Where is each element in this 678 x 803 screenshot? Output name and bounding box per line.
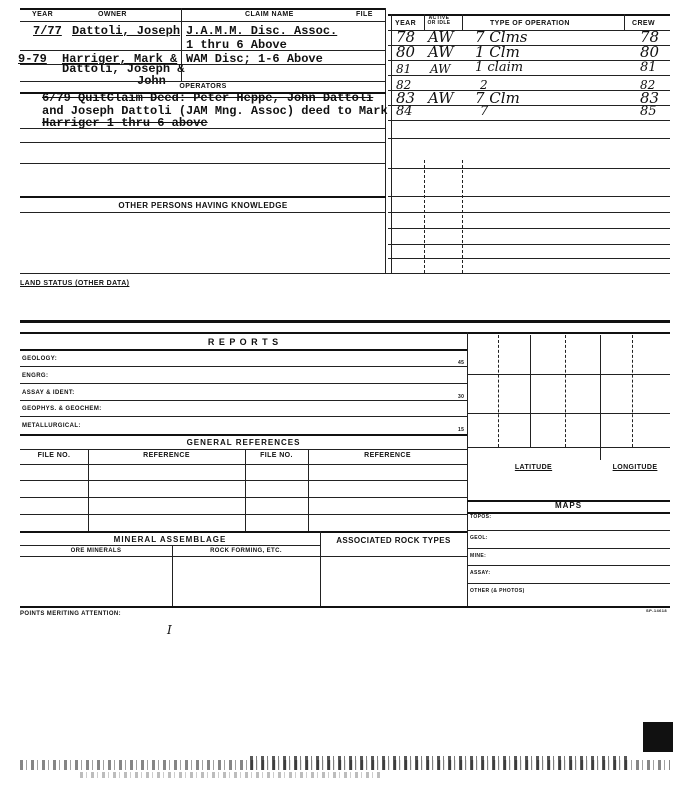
land-status-label: LAND STATUS (OTHER DATA) <box>20 280 130 287</box>
reports-title: R E P O R T S <box>207 337 280 347</box>
header-file: FILE <box>356 11 373 18</box>
owner-row-year: 7/77 <box>33 24 62 38</box>
activity-crew: 85 <box>640 104 657 119</box>
activity-year: 82 <box>396 78 412 92</box>
header-crew: CREW <box>632 20 655 27</box>
scan-noise <box>250 756 630 770</box>
map-mine: MINE: <box>470 553 487 559</box>
owner-row-claim: WAM Disc; 1-6 Above <box>186 52 323 66</box>
report-geophys: GEOPHYS. & GEOCHEM: <box>22 406 102 412</box>
ref-header: REFERENCE <box>143 452 190 459</box>
activity-type: 7 <box>480 104 489 119</box>
other-persons-title: OTHER PERSONS HAVING KNOWLEDGE <box>118 201 288 210</box>
header-claim-name: CLAIM NAME <box>245 11 294 18</box>
points-meriting-attention: POINTS MERITING ATTENTION: <box>20 611 122 617</box>
operators-line: and Joseph Dattoli (JAM Mng. Assoc) deed to Mark <box>42 104 388 118</box>
ref-header: FILE NO. <box>37 452 71 459</box>
activity-status: AW <box>430 62 451 76</box>
activity-status: AW <box>428 43 454 61</box>
activity-crew: 81 <box>640 60 657 75</box>
activity-year: 81 <box>396 62 412 76</box>
report-number: 15 <box>458 427 465 433</box>
activity-year: 80 <box>396 43 416 61</box>
map-topos: TOPOS: <box>470 514 492 520</box>
latitude-label: LATITUDE <box>514 464 553 471</box>
divider <box>20 8 386 10</box>
activity-crew: 78 <box>640 28 660 46</box>
owner-row-year: 9-79 <box>18 52 47 66</box>
ref-header: FILE NO. <box>260 452 293 459</box>
header-year: YEAR <box>395 20 417 27</box>
map-assay: ASSAY: <box>470 570 491 576</box>
activity-type: 7 Clms <box>475 28 528 46</box>
report-engrg: ENGRG: <box>22 373 49 379</box>
owner-row-owner: Harriger, Mark & <box>62 52 178 66</box>
operators-line: Harriger 1 thru 6 above <box>42 116 208 130</box>
header-owner: OWNER <box>98 11 127 18</box>
activity-year: 84 <box>396 104 413 119</box>
owner-row-owner: John <box>137 74 166 88</box>
activity-crew: 82 <box>640 78 656 92</box>
header-year: YEAR <box>32 11 54 18</box>
header-active-idle: ACTIVE OR IDLE <box>427 15 451 26</box>
map-other: OTHER (& PHOTOS) <box>470 588 525 594</box>
activity-type: 1 claim <box>475 60 524 75</box>
operators-title: OPERATORS <box>179 83 227 90</box>
owner-row-owner: Dattoli, Joseph <box>72 24 181 38</box>
report-number: 45 <box>458 360 465 366</box>
rock-forming-header: ROCK FORMING, ETC. <box>210 548 282 554</box>
activity-type: 1 Clm <box>475 43 520 61</box>
activity-crew: 83 <box>640 89 660 107</box>
general-references-title: GENERAL REFERENCES <box>186 438 301 447</box>
handwritten-mark: I <box>167 623 172 637</box>
scan-artifact <box>643 722 673 752</box>
report-geology: GEOLOGY: <box>22 356 58 362</box>
report-assay: ASSAY & IDENT: <box>22 390 75 396</box>
activity-type: 7 Clm <box>475 89 520 107</box>
mineral-assemblage-title: MINERAL ASSEMBLAGE <box>113 535 227 544</box>
activity-crew: 80 <box>640 43 660 61</box>
scan-noise <box>80 772 380 778</box>
header-type-operation: TYPE OF OPERATION <box>490 20 570 27</box>
activity-year: 83 <box>396 89 416 107</box>
form-number: SP-14618 <box>646 608 667 613</box>
report-metallurgical: METALLURGICAL: <box>22 423 81 429</box>
maps-title: MAPS <box>554 501 583 510</box>
activity-status: AW <box>428 89 454 107</box>
owner-row-owner: Dattoli, Joseph & <box>62 62 185 76</box>
ref-header: REFERENCE <box>364 452 411 459</box>
owner-row-claim: 1 thru 6 Above <box>186 38 287 52</box>
longitude-label: LONGITUDE <box>612 464 658 471</box>
associated-rock-types: ASSOCIATED ROCK TYPES <box>336 536 451 545</box>
activity-type: 2 <box>480 78 488 92</box>
activity-year: 78 <box>396 28 416 46</box>
ore-minerals-header: ORE MINERALS <box>70 548 122 554</box>
map-geol: GEOL: <box>470 535 488 541</box>
operators-line: 6/79 QuitClaim Deed: Peter Heppe, John Dattoli <box>42 91 374 105</box>
report-number: 30 <box>458 394 465 400</box>
activity-status: AW <box>428 28 454 46</box>
owner-row-claim: J.A.M.M. Disc. Assoc. <box>186 24 338 38</box>
